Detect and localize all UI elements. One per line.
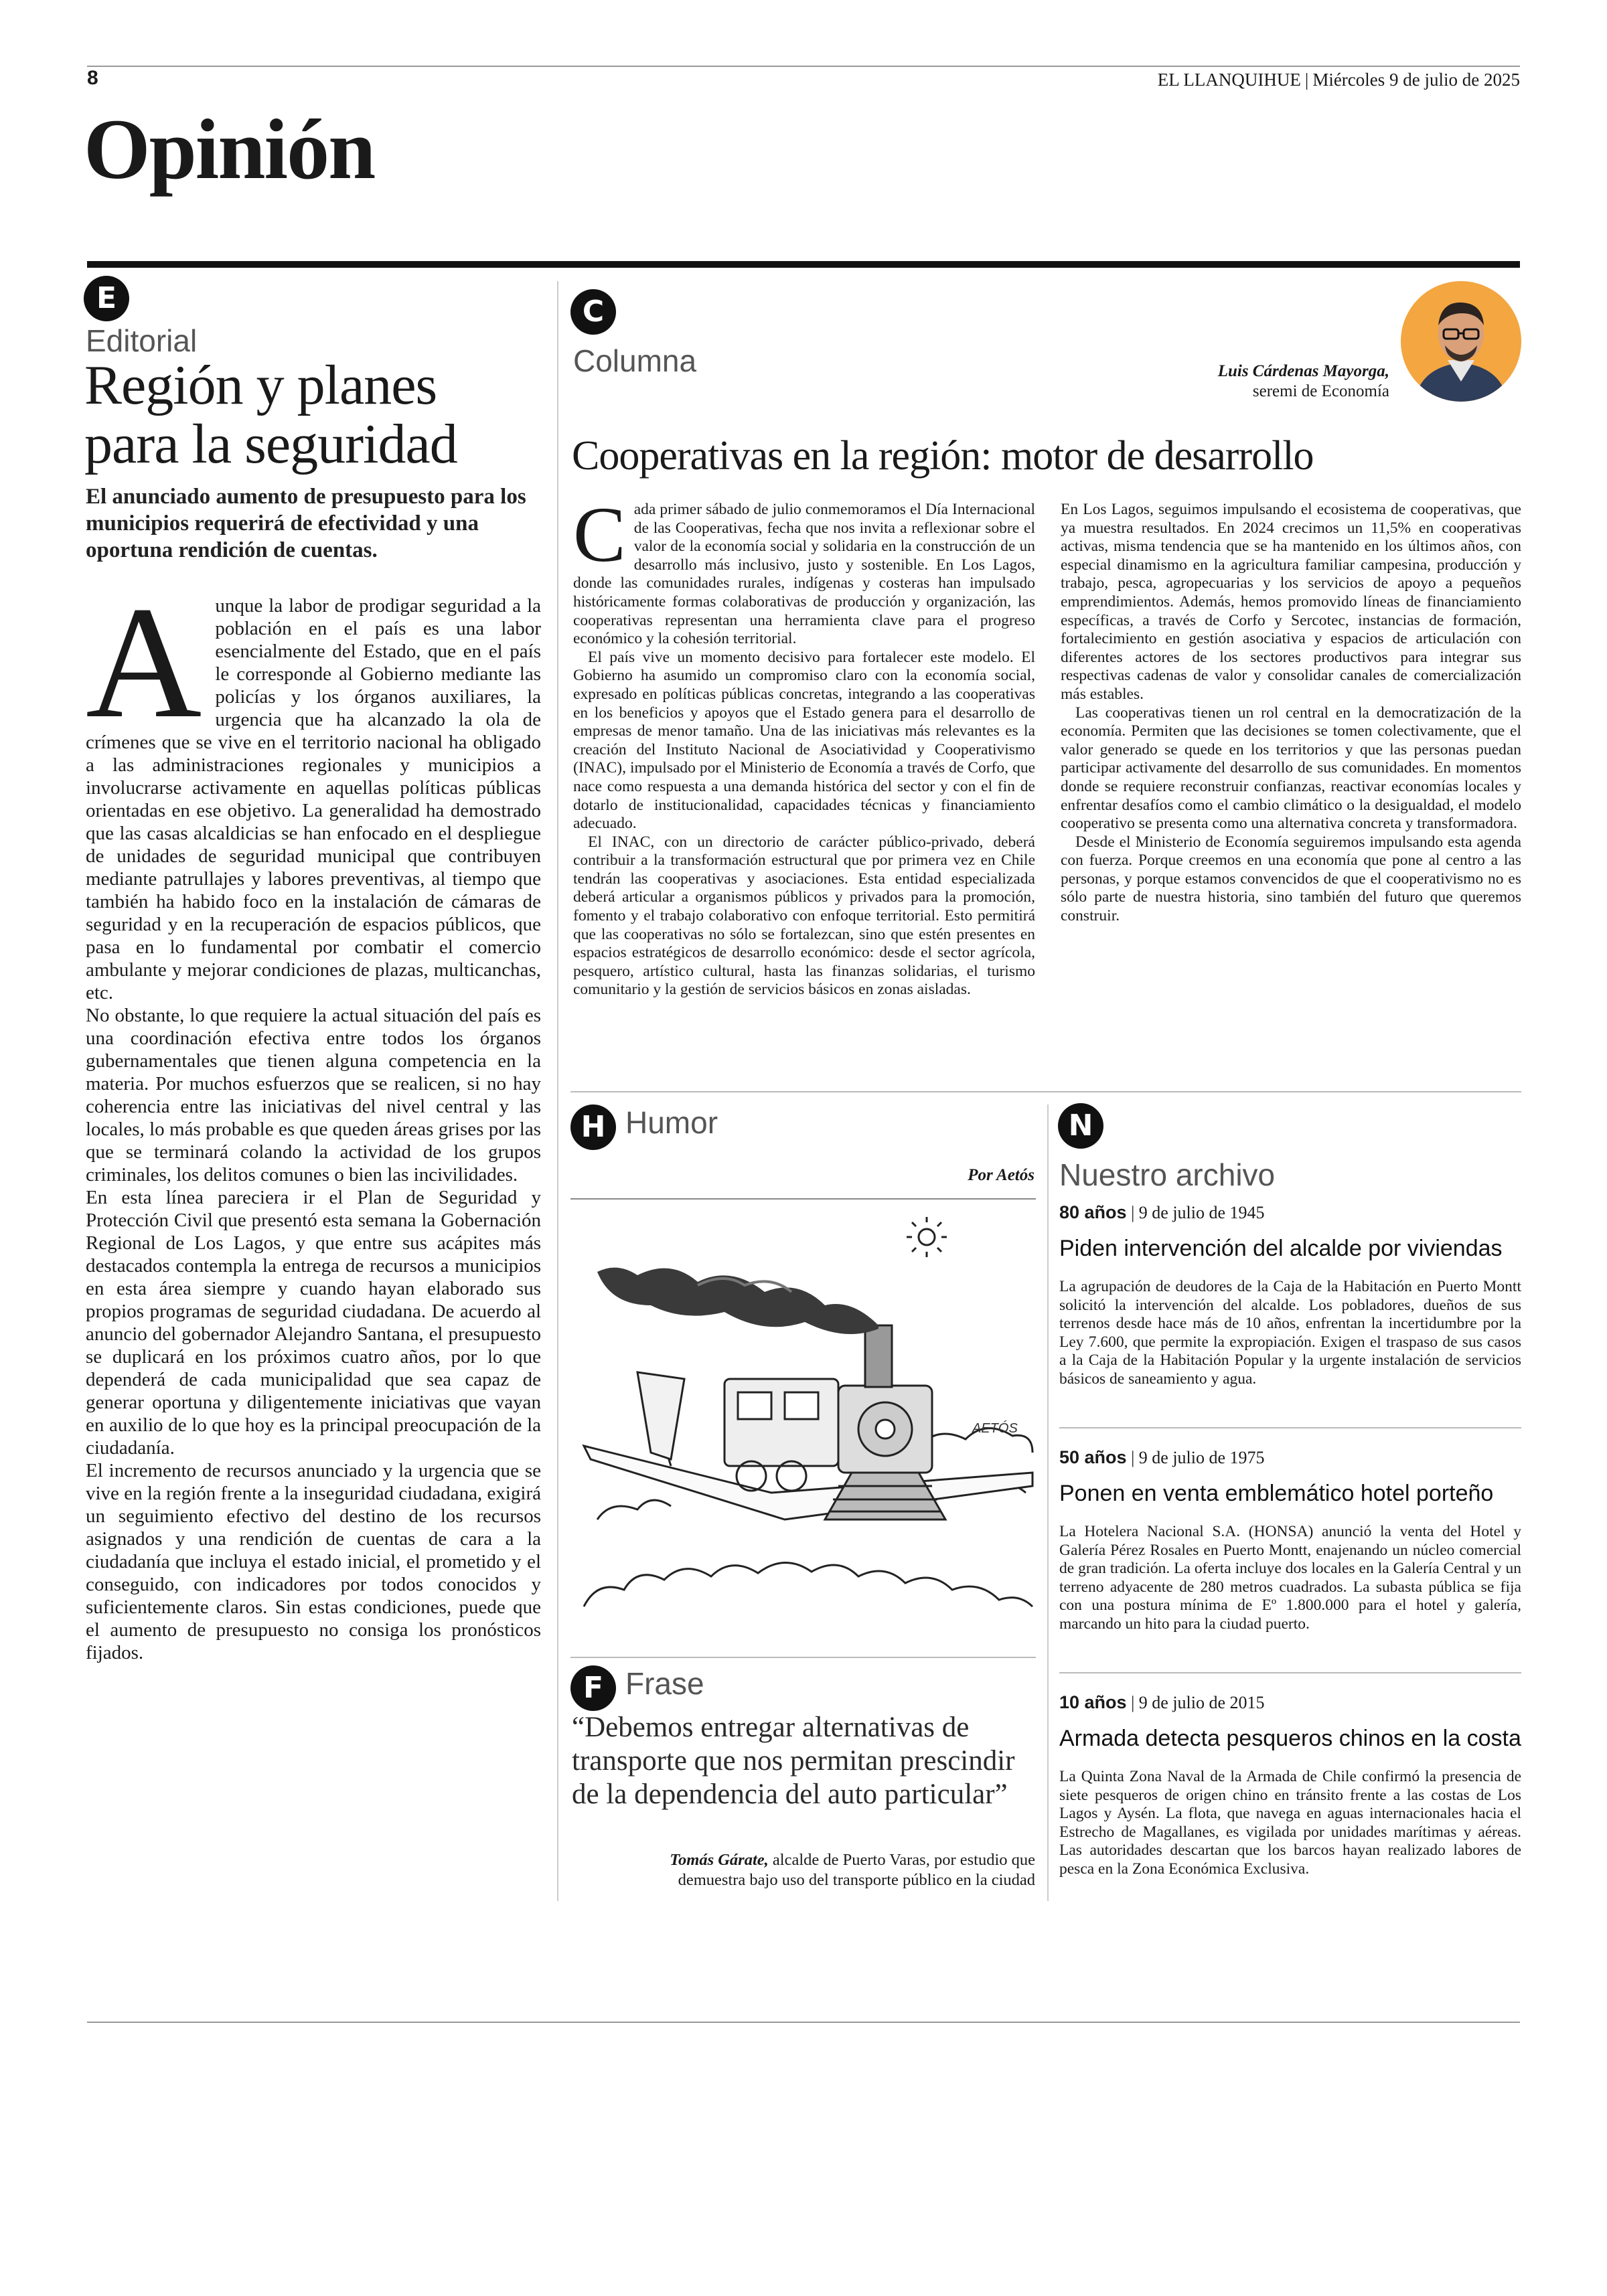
editorial-drop-cap: A (86, 594, 202, 751)
author-portrait-icon (1401, 281, 1521, 402)
archivo-item-headline: Piden intervención del alcalde por viviendas (1059, 1236, 1503, 1261)
author-credit (1218, 361, 1389, 402)
column-kicker: Columna (573, 343, 697, 378)
editorial-title (84, 356, 457, 474)
editorial-paragraph-2: No obstante, lo que requiere la actual situación del país es una coordinación efectiva entre todos los órganos gubernamentales que tienen alguna competencia en la materia. Por muchos esfuerzos que se realicen, si no hay coherencia entre las iniciativas del nivel central y las locales, lo más probable es que queden áreas grises por las que se terminará colando la actividad de los grupos criminales, los delitos comunes o bien las incivilidades. (86, 1005, 541, 1185)
archivo-item-text: La Quinta Zona Naval de la Armada de Chile confirmó la presencia de siete pesqueros de origen chino en tránsito frente a las costas de Los Lagos y Aysén. La flota, que navega en aguas internacionales hacia el Estrecho de Magallanes, es vigilada por unidades marítimas y aéreas. Las autoridades descartan que los barcos hayan realizado labores de pesca en la Zona Económica Exclusiva. (1059, 1768, 1521, 1878)
archivo-item-date: 80 años | 9 de julio de 1945 (1059, 1202, 1265, 1222)
column-paragraph-5: Las cooperativas tienen un rol central en la democratización de la economía. Permiten que las decisiones se tomen colectivamente, que el valor generado se quede en los territorios y que las personas puedan participar activamente del desarrollo de sus comunidades. En momentos donde se requiere reconstruir confianzas, reactivar economías locales y enfrentar desafíos como el cambio climático o la desigualdad, el modelo cooperativo se presenta como una alternativa concreta y transformadora. (1061, 704, 1521, 833)
column-paragraph-4: En Los Lagos, seguimos impulsando el ecosistema de cooperativas, que ya muestra resultados. En 2024 crecimos un 11,5% en cooperativas activas, misma tendencia que se ha mantenido en los últimos años, con especial dinamismo en la agricultura familiar campesina, producción y trabajo, pesca, agropecuarias y los servicios de apoyo a pequeños emprendimientos. Además, hemos promovido líneas de financiamiento específicas, a través de Corfo y Sercotec, instancias de formación, fortalecimiento en gestión asociativa y espacios de articulación con diferentes actores de los sectores productivos para integrar sus respectivas cadenas de valor y consolidar canales de comercialización más estables. (1061, 501, 1521, 703)
editorial-paragraph-3: En esta línea pareciera ir el Plan de Seguridad y Protección Civil que presentó esta semana la Gobernación Regional de Los Lagos, y que entre sus acápites más destacados contempla la entrega de recursos a municipios en esta área siempre y cuando hayan elaborado sus propios programas de seguridad ciudadana. De acuerdo al anuncio del gobernador Alejandro Santana, el presupuesto se duplicará en los próximos cuatro años, por lo que dependerá de cada municipalidad que sea capaz de generar oportuna y diligentemente iniciativas que vayan en auxilio de lo que hoy es la principal preocupación de la ciudadanía. (86, 1187, 541, 1459)
editorial-body (86, 594, 541, 1900)
top-hairline (87, 66, 1520, 67)
footer-rule (87, 2022, 1520, 2023)
column-paragraph-1: ada primer sábado de julio conmemoramos el Día Internacional de las Cooperativas, fecha que nos invita a reflexionar sobre el valor de la economía social y solidaria en la construcción de un desarrollo más inclusivo, justo y sostenible. En Los Lagos, donde las comunidades rurales, indígenas y costeras han impulsado históricamente formas colaborativas de producción y organización, las cooperativas representan una herramienta clave para el progreso económico y la cohesión territorial. (573, 501, 1035, 648)
author-name: Luis Cárdenas Mayorga, (1217, 362, 1389, 380)
frase-attribution (572, 1850, 1035, 1890)
archivo-kicker: Nuestro archivo (1059, 1157, 1276, 1192)
editorial-badge: E (84, 276, 129, 321)
author-avatar (1401, 281, 1521, 402)
column-body-right (1061, 501, 1521, 1076)
humor-cartoon (570, 1205, 1036, 1640)
lower-divider (1047, 1104, 1049, 1901)
issue-date: Miércoles 9 de julio de 2025 (1312, 70, 1520, 90)
archivo-item-headline: Ponen en venta emblemático hotel porteño (1059, 1481, 1494, 1506)
column-drop-cap: C (573, 501, 626, 578)
humor-rule (570, 1198, 1036, 1200)
column-badge: C (570, 289, 616, 335)
frase-speaker: Tomás Gárate, (670, 1851, 769, 1869)
column-title: Cooperativas en la región: motor de desarrollo (572, 433, 1314, 479)
editorial-paragraph-1: unque la labor de prodigar seguridad a la población en el país es una labor esencialmente del Estado, que en el país le corresponde al Gobierno mediante las policías y los órganos auxiliares, la urgencia que ha alcanzado la ola de crímenes que se vive en el territorio nacional ha obligado a las administraciones regionales y municipios a involucrarse activamente en aquellas políticas públicas orientadas en ese objetivo. La generalidad ha demostrado que las casas alcaldicias se han enfocado en el despliegue de unidades de seguridad municipal que contribuyen mediante patrullajes y labores preventivas, al tiempo que también ha habido foco en la instalación de cámaras de seguridad y en la recuperación de espacios públicos, que pasa en lo fundamental por combatir el comercio ambulante y mejorar condiciones de plazas, multicanchas, etc. (86, 595, 541, 1003)
section-rule (87, 261, 1520, 268)
frase-attribution-1: alcalde de Puerto Varas, por estudio que (772, 1851, 1035, 1869)
frase-attribution-2: demuestra bajo uso del transporte público en la ciudad (678, 1871, 1035, 1889)
column-body-left (573, 501, 1035, 1071)
archivo-item-date: 50 años | 9 de julio de 1975 (1059, 1447, 1265, 1467)
editorial-paragraph-4: El incremento de recursos anunciado y la urgencia que se vive en la región frente a la inseguridad ciudadana, exigirá un seguimiento efectivo del destino de los recursos asignados y una rendición de cuentas de cara a la ciudadanía que incluya el estado inicial, el prometido y el conseguido, con indicadores por todos conocidos y suficientemente claros. Sin estas condiciones, puede que el aumento de presupuesto no consiga los pronósticos fijados. (86, 1460, 541, 1663)
paper-name: EL LLANQUIHUE (1157, 70, 1301, 90)
editorial-title-line2: para la seguridad (84, 413, 457, 475)
section-title: Opinión (84, 102, 375, 197)
archivo-badge: N (1058, 1103, 1103, 1149)
page-number: 8 (87, 67, 98, 89)
editorial-kicker: Editorial (86, 323, 198, 358)
column-bottom-rule (570, 1091, 1521, 1092)
archivo-item-3 (1059, 1692, 1521, 1879)
train-cartoon-icon (570, 1205, 1036, 1640)
editorial-lead-text: El anunciado aumento de presupuesto para los municipios requerirá de efectividad y una oportuna rendición de cuentas. (86, 485, 526, 562)
humor-badge: H (570, 1104, 616, 1150)
humor-bottom-rule (570, 1657, 1036, 1658)
humor-byline: Por Aetós (968, 1166, 1035, 1184)
column-paragraph-3: El INAC, con un directorio de carácter público-privado, deberá contribuir a la transformación estructural que por primera vez en Chile tendrán las cooperativas y asociaciones. Esta entidad especializada deberá articular a organismos públicos y privados para la promoción, fomento y el trabajo colaborativo con enfoque territorial. Esto permitirá que las cooperativas no sólo se fortalezcan, sino que estén presentes en espacios estratégicos de desarrollo económico: desde el sector agrícola, pesquero, artístico cultural, hasta las finanzas solidarias, el turismo comunitario y la gestión de servicios básicos en zonas aisladas. (573, 833, 1035, 999)
archivo-item-text: La agrupación de deudores de la Caja de la Habitación en Puerto Montt solicitó la intervención del alcalde. Los pobladores, dueños de sus terrenos desde hace más de 10 años, enfrentan la incertidumbre por la Ley 7.600, que permite la expropiación. Exigen el traspaso de sus casos a la Caja de la Habitación Popular y la urgente instalación de servicios básicos de saneamiento y agua. (1059, 1278, 1521, 1388)
editorial-title-line1: Región y planes (84, 354, 437, 416)
cartoon-signature: AETÓS (972, 1421, 1018, 1436)
column-paragraph-2: El país vive un momento decisivo para fortalecer este modelo. El Gobierno ha asumido un compromiso claro con la economía social, expresado en políticas públicas concretas, integrando a las cooperativas en los beneficios y apoyos que el Estado genera para el desarrollo de empresas de menor tamaño. Una de las iniciativas más relevantes es la creación del Instituto Nacional de Asociatividad y Cooperativismo (INAC), impulsado por el Ministerio de Economía a través de Corfo, que nace como respuesta a una demanda histórica del sector y con el fin de dotarlo de institucionalidad, capacidades técnicas y financiamiento adecuado. (573, 648, 1035, 833)
frase-quote: “Debemos entregar alternativas de transporte que nos permitan prescindir de la dependencia del auto particular” (572, 1712, 1015, 1810)
humor-kicker: Humor (625, 1105, 718, 1140)
frase-kicker: Frase (625, 1666, 704, 1701)
column-paragraph-6: Desde el Ministerio de Economía seguiremos impulsando esta agenda con fuerza. Porque creemos en una economía que pone al centro a las personas, y porque estamos convencidos de que el cooperativismo no es sólo parte de nuestra historia, sino también del futuro que queremos construir. (1061, 833, 1521, 925)
archivo-item-headline: Armada detecta pesqueros chinos en la costa (1059, 1726, 1521, 1751)
archivo-rule-1 (1059, 1427, 1521, 1428)
column-divider (557, 281, 558, 1901)
paper-info: EL LLANQUIHUE | Miércoles 9 de julio de 2025 (1157, 70, 1520, 90)
archivo-item-1 (1059, 1202, 1521, 1389)
editorial-lead (86, 483, 541, 564)
frase-badge: F (570, 1665, 616, 1711)
archivo-rule-2 (1059, 1672, 1521, 1673)
author-role: seremi de Economía (1252, 382, 1389, 400)
archivo-item-2 (1059, 1447, 1521, 1634)
archivo-item-text: La Hotelera Nacional S.A. (HONSA) anunció la venta del Hotel y Galería Pérez Rosales en Puerto Montt, enajenando un núcleo comercial de gran tradición. La oferta incluye dos locales en la Galería Central y un terreno adyacente de 280 metros cuadrados. La subasta pública se fija con una postura mínima de Eº 1.800.000 para el hotel y galería, marcando un hito para la ciudad puerto. (1059, 1523, 1521, 1633)
archivo-item-date: 10 años | 9 de julio de 2015 (1059, 1692, 1265, 1712)
